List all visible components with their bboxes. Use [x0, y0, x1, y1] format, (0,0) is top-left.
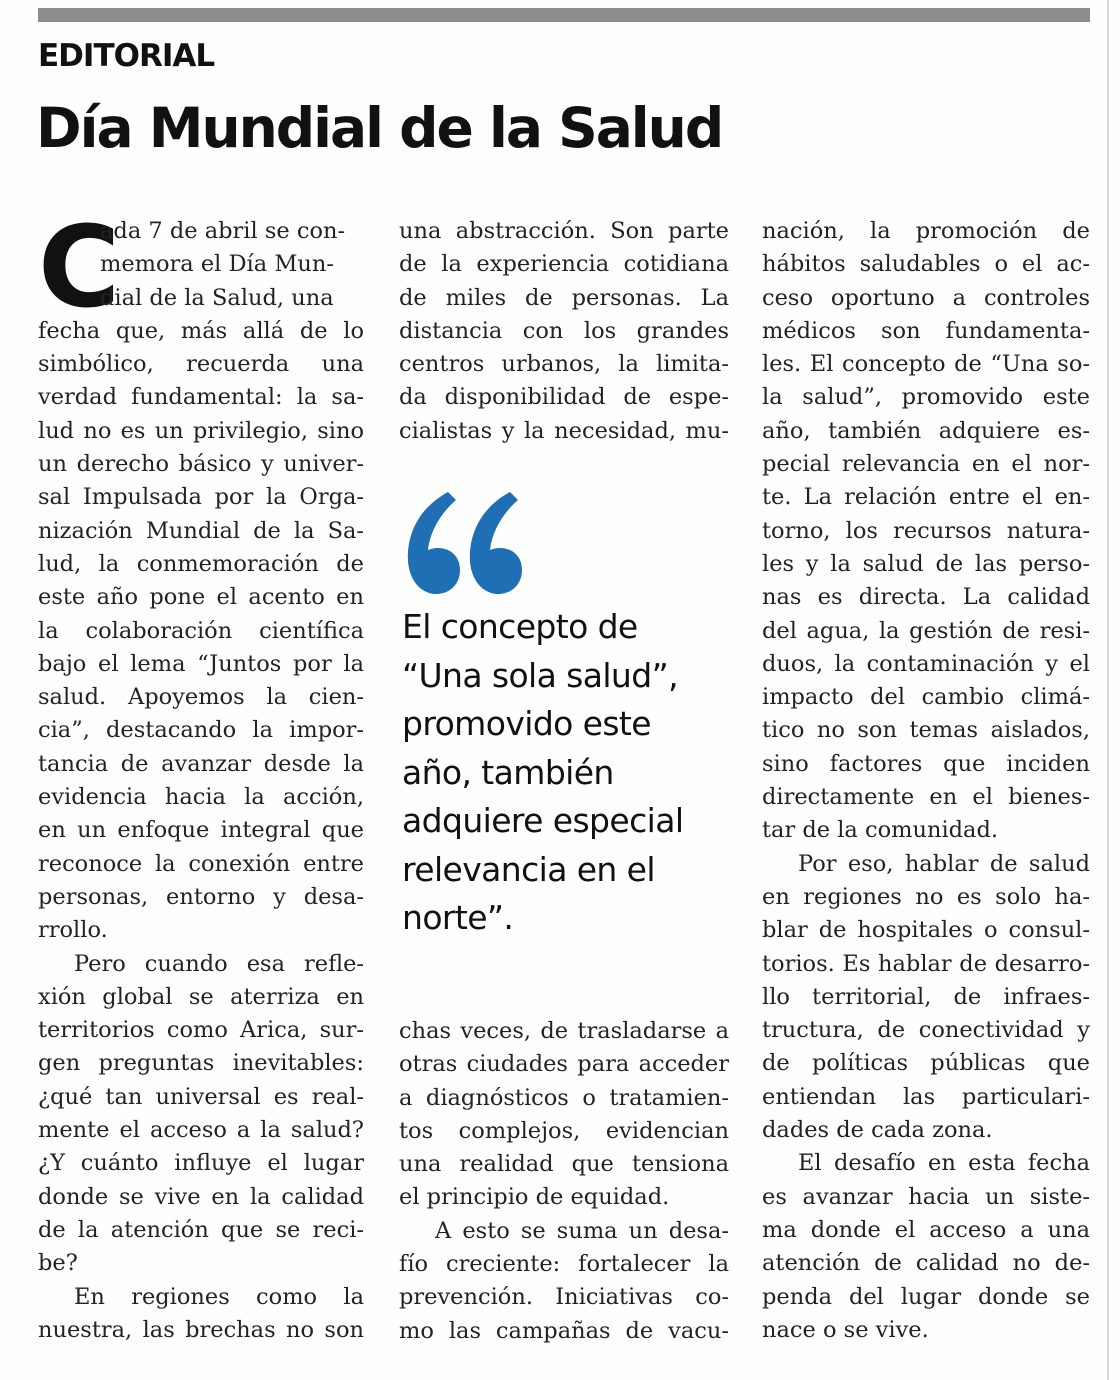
body-text-line: tar de la comunidad.	[762, 817, 999, 844]
body-text-line: verdad fundamental: la sa-	[38, 384, 364, 411]
drop-cap: C	[38, 203, 121, 333]
body-text-line: simbólico, recuerda una	[38, 351, 364, 378]
body-text-line: es avanzar hacia un siste-	[762, 1183, 1090, 1210]
body-text-line: penda del lugar donde se	[762, 1283, 1090, 1310]
body-text-line: evidencia hacia la acción,	[38, 784, 364, 811]
body-text-line: tos complejos, evidencian	[399, 1117, 729, 1144]
pull-quote-line: norte”.	[402, 898, 514, 937]
body-text-line: nación, la promoción de	[762, 218, 1090, 244]
body-text-line: bajo el lema “Juntos por la	[38, 650, 364, 677]
body-text-line: A esto se suma un desa-	[435, 1217, 729, 1244]
body-text-line: año, también adquiere es-	[762, 417, 1090, 444]
body-text-line: pecial relevancia en el nor-	[762, 451, 1090, 478]
body-text-line: atención de calidad no de-	[762, 1250, 1090, 1277]
body-text-line: mo las campañas de vacu-	[399, 1317, 729, 1344]
body-text-line: cialistas y la necesidad, mu-	[399, 417, 729, 444]
pull-quote-line: año, también	[402, 752, 614, 792]
body-text-line: tructura, de conectividad y	[762, 1017, 1090, 1044]
body-text-line: sino factores que inciden	[762, 750, 1090, 777]
body-text-line: territorios como Arica, sur-	[38, 1017, 364, 1044]
body-text-line: chas veces, de trasladarse a	[399, 1018, 729, 1044]
body-text-line: nización Mundial de la Sa-	[38, 517, 364, 544]
body-text-line: El desafío en esta fecha	[798, 1150, 1090, 1177]
body-text-line: les y la salud de las perso-	[762, 550, 1090, 577]
body-text-line: lud no es un privilegio, sino	[38, 417, 364, 444]
body-text-line: centros urbanos, la limita-	[399, 351, 729, 378]
body-text-line: tancia de avanzar desde la	[38, 750, 364, 777]
pull-quote-line: adquiere especial	[402, 801, 684, 840]
body-text-line: donde se vive en la calidad	[38, 1183, 364, 1210]
body-text-line: rrollo.	[38, 917, 108, 944]
body-text-line: ceso oportuno a controles	[762, 284, 1090, 311]
body-text-line: lud, la conmemoración de	[38, 550, 364, 577]
pull-quote	[402, 603, 722, 943]
body-text-line: ada 7 de abril se con-	[100, 218, 346, 244]
body-text-line: directamente en el bienes-	[762, 784, 1090, 811]
body-text-line: ¿Y cuánto influye el lugar	[38, 1150, 364, 1177]
body-text-line: dades de cada zona.	[762, 1117, 993, 1144]
body-text-line: tico no son temas aislados,	[762, 717, 1090, 744]
body-text-line: cia”, destacando la impor-	[38, 717, 364, 744]
body-text-line: xión global se aterriza en	[38, 983, 364, 1010]
body-column-1	[38, 203, 364, 1347]
headline: Día Mundial de la Salud	[36, 96, 723, 160]
body-text-line: una abstracción. Son parte	[399, 218, 729, 244]
body-text-line: Pero cuando esa refle-	[74, 950, 364, 977]
pull-quote-line: promovido este	[402, 704, 651, 743]
body-text-line: sal Impulsada por la Orga-	[38, 484, 364, 511]
body-text-line: te. La relación entre el en-	[762, 484, 1090, 511]
pull-quote-line: relevancia en el	[402, 849, 655, 889]
body-text-line: gen preguntas inevitables:	[38, 1050, 364, 1077]
body-text-line: duos, la contaminación y el	[762, 650, 1090, 677]
body-text-line: la colaboración científica	[38, 617, 364, 644]
body-text-line: un derecho básico y univer-	[38, 451, 364, 478]
body-column-2-top	[399, 215, 729, 448]
body-text-line: distancia con los grandes	[399, 317, 729, 344]
body-text-line: fío creciente: fortalecer la	[399, 1251, 729, 1278]
body-text-line: hábitos saludables o el ac-	[762, 251, 1090, 278]
pull-quote-line: El concepto de	[402, 607, 638, 646]
body-text-line: entiendan las particulari-	[762, 1083, 1090, 1110]
body-text-line: a diagnósticos o tratamien-	[399, 1084, 729, 1111]
body-text-line: del agua, la gestión de resi-	[762, 617, 1090, 644]
body-text-line: nace o se vive.	[762, 1316, 929, 1343]
body-text-line: Por eso, hablar de salud	[798, 850, 1090, 877]
body-text-line: memora el Día Mun-	[100, 251, 334, 278]
quote-mark-icon	[404, 490, 524, 600]
body-text-line: nuestra, las brechas no son	[38, 1316, 364, 1343]
body-text-line: En regiones como la	[74, 1283, 364, 1310]
body-text-line: blar de hospitales o consul-	[762, 917, 1090, 944]
body-text-line: en regiones no es solo ha-	[762, 883, 1090, 910]
body-text-line: ¿qué tan universal es real-	[38, 1083, 364, 1110]
body-text-line: be?	[38, 1250, 78, 1277]
body-text-line: salud. Apoyemos la cien-	[38, 684, 364, 711]
body-text-line: mente el acceso a la salud?	[38, 1117, 364, 1144]
body-text-line: fecha que, más allá de lo	[38, 317, 364, 344]
body-text-line: este año pone el acento en	[38, 584, 364, 611]
body-text-line: ma donde el acceso a una	[762, 1216, 1090, 1243]
body-text-line: de políticas públicas que	[762, 1050, 1090, 1077]
pull-quote-line: “Una sola salud”,	[402, 655, 678, 695]
body-text-line: de miles de personas. La	[399, 284, 729, 311]
page-edge	[1107, 0, 1109, 1380]
body-column-2-bottom	[399, 1015, 729, 1348]
body-text-line: torno, los recursos natura-	[762, 517, 1090, 544]
top-rule	[38, 8, 1090, 22]
body-column-3	[762, 215, 1090, 1347]
body-text-line: una realidad que tensiona	[399, 1151, 729, 1178]
body-text-line: da disponibilidad de espe-	[399, 384, 729, 411]
body-text-line: personas, entorno y desa-	[38, 883, 364, 910]
body-text-line: torios. Es hablar de desarro-	[762, 950, 1090, 977]
body-text-line: llo territorial, de infraes-	[762, 983, 1090, 1010]
body-text-line: reconoce la conexión entre	[38, 850, 364, 877]
body-text-line: en un enfoque integral que	[38, 817, 364, 844]
body-text-line: el principio de equidad.	[399, 1184, 670, 1211]
body-text-line: la salud”, promovido este	[762, 384, 1090, 411]
body-text-line: médicos son fundamenta-	[762, 317, 1090, 344]
body-text-line: nas es directa. La calidad	[762, 584, 1090, 611]
body-text-line: dial de la Salud, una	[100, 284, 334, 311]
body-text-line: de la experiencia cotidiana	[399, 251, 729, 278]
body-text-line: impacto del cambio climá-	[762, 684, 1090, 711]
section-label: EDITORIAL	[38, 38, 215, 74]
body-text-line: de la atención que se reci-	[38, 1216, 364, 1243]
body-text-line: les. El concepto de “Una so-	[762, 351, 1090, 378]
body-text-line: prevención. Iniciativas co-	[399, 1284, 729, 1311]
body-text-line: otras ciudades para acceder	[399, 1051, 729, 1078]
